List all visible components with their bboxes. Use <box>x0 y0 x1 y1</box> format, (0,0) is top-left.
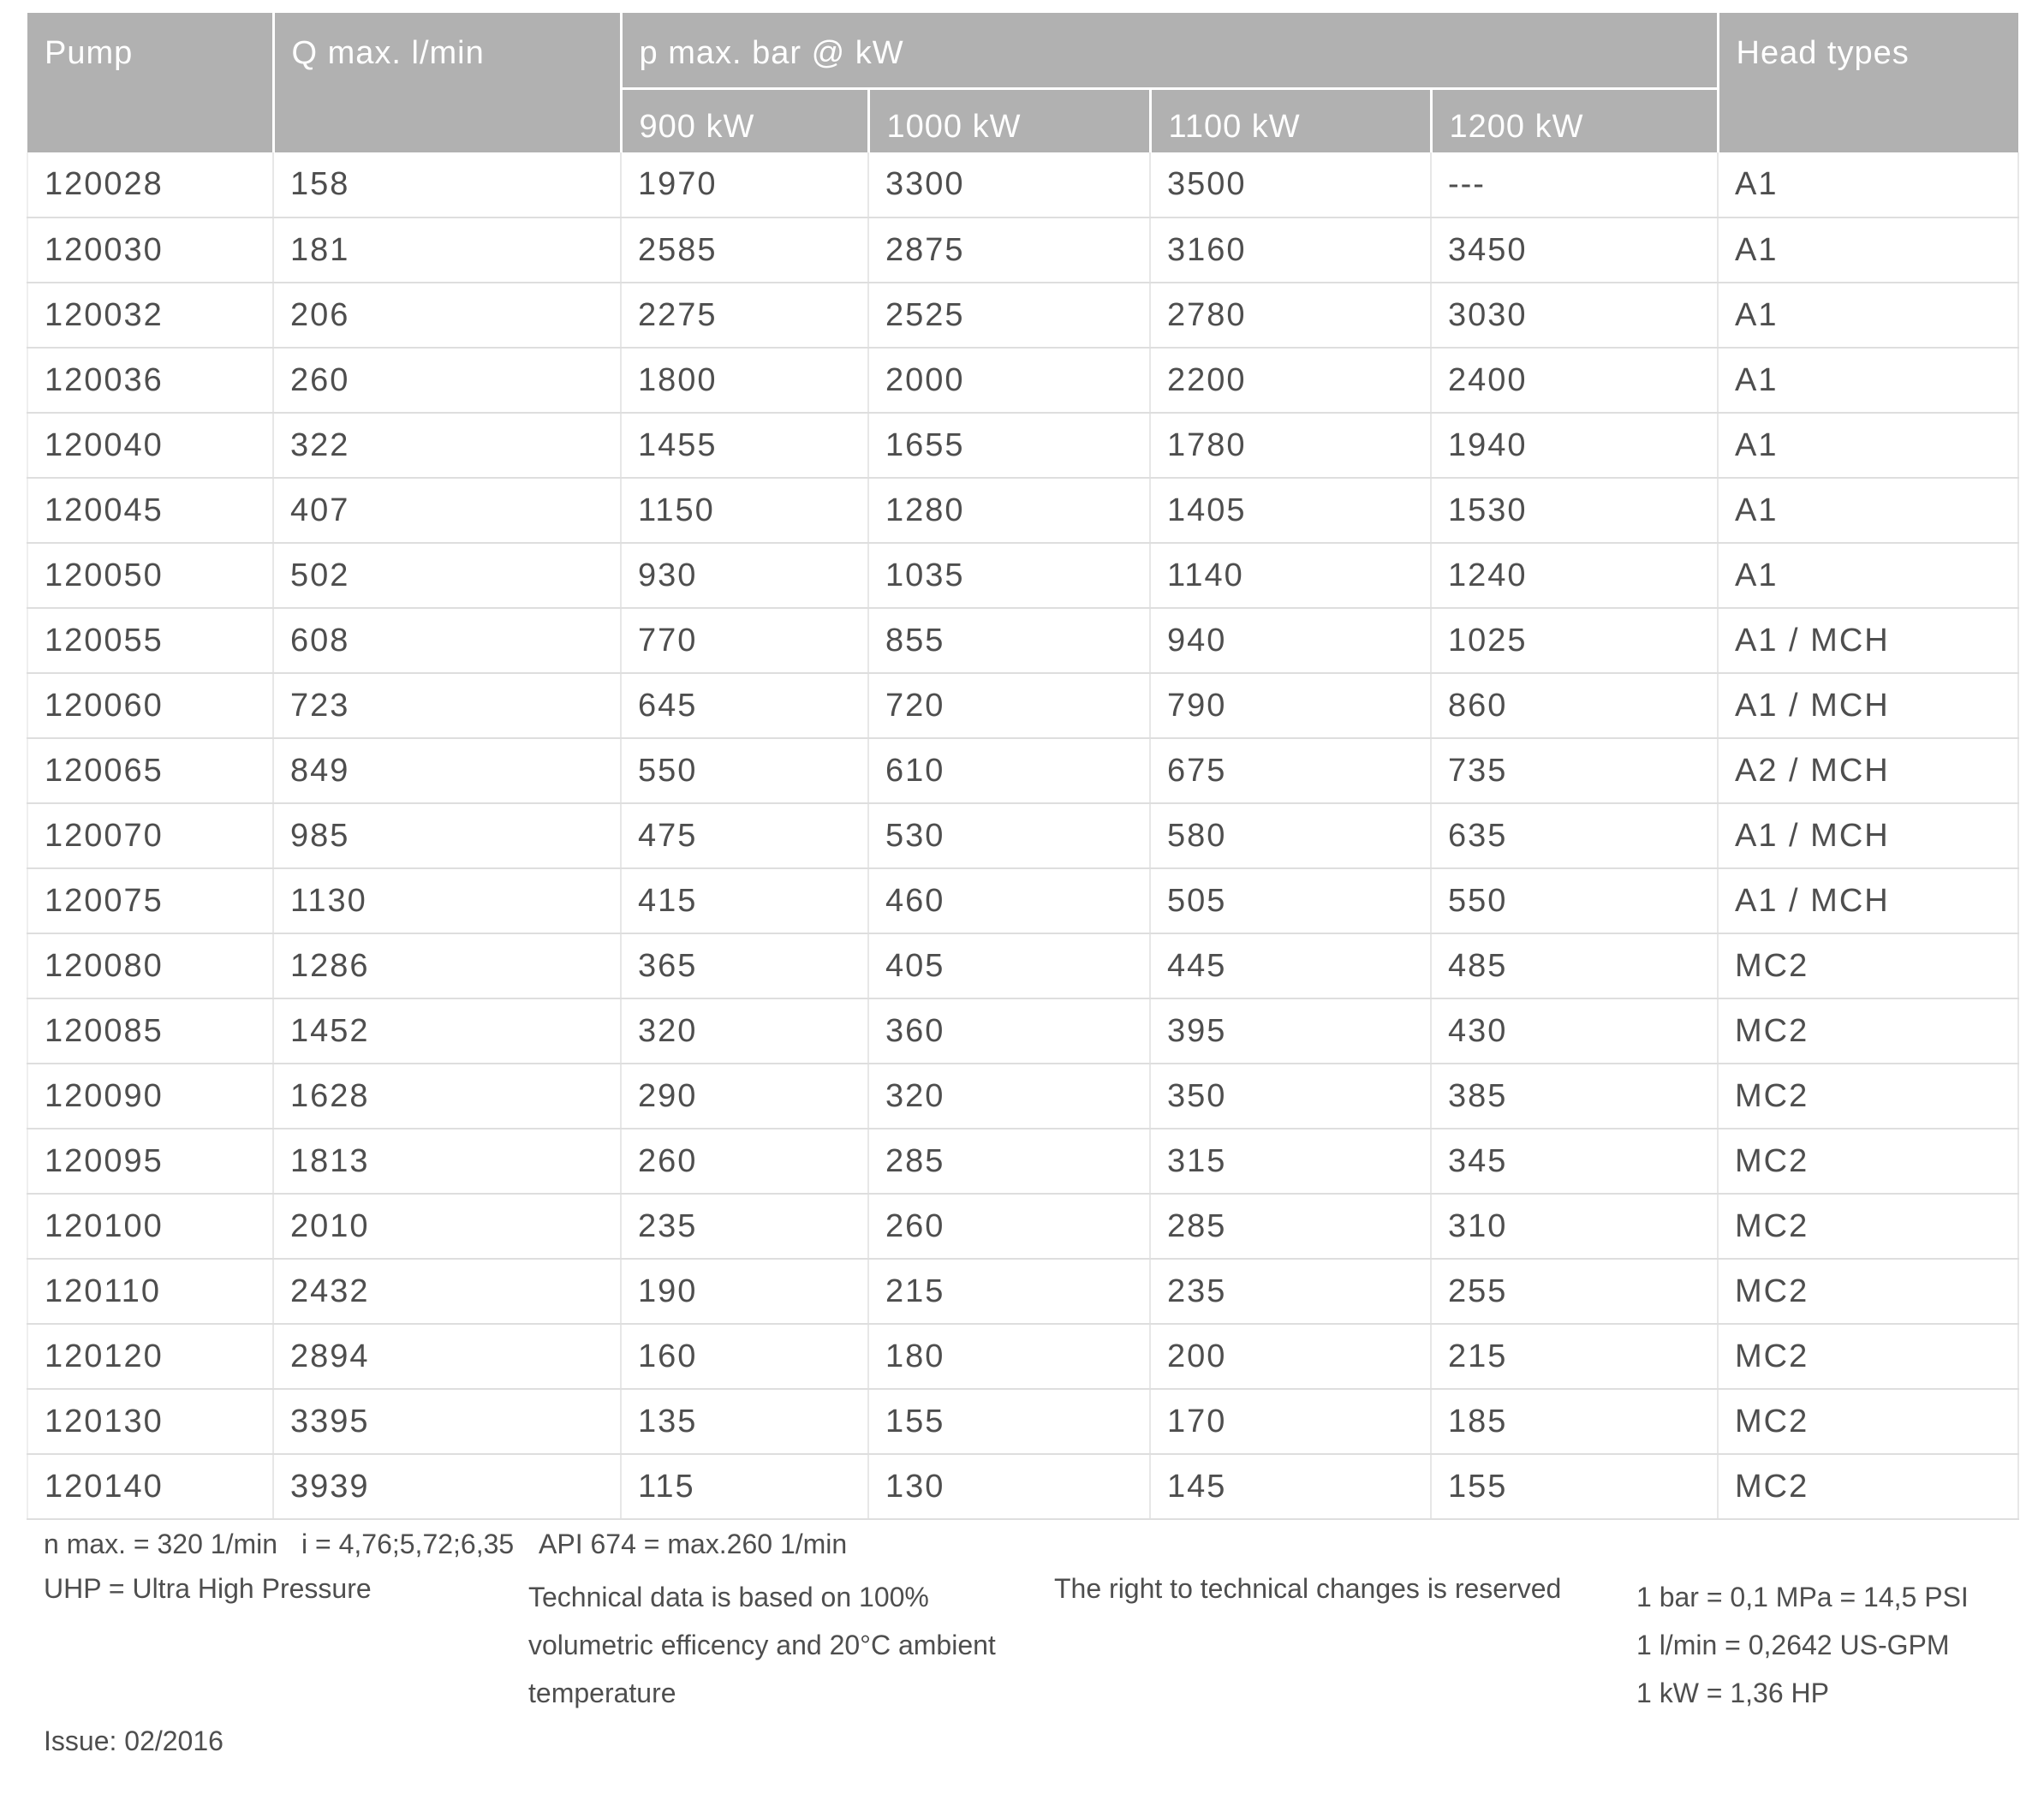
pump-id-cell: 120120 <box>27 1324 273 1389</box>
pmax-1200kw-cell: 550 <box>1431 868 1718 933</box>
pmax-900kw-cell: 415 <box>621 868 868 933</box>
col-header-1200kw: 1200 kW <box>1431 88 1718 152</box>
pmax-1000kw-cell: 215 <box>868 1259 1150 1324</box>
pmax-900kw-cell: 365 <box>621 933 868 998</box>
head-type-cell: MC2 <box>1718 1324 2018 1389</box>
pmax-900kw-cell: 290 <box>621 1064 868 1129</box>
pump-id-cell: 120028 <box>27 152 273 218</box>
pmax-1000kw-cell: 180 <box>868 1324 1150 1389</box>
col-header-pmax-group: p max. bar @ kW <box>621 13 1718 88</box>
table-row <box>27 1454 2018 1519</box>
head-type-cell: A1 / MCH <box>1718 673 2018 738</box>
footnote-technical-line: volumetric efficency and 20°C ambient <box>528 1630 996 1660</box>
qmax-cell: 723 <box>273 673 621 738</box>
table-row <box>27 608 2018 673</box>
head-type-cell: A1 <box>1718 413 2018 478</box>
pmax-1200kw-cell: 1025 <box>1431 608 1718 673</box>
head-type-cell: MC2 <box>1718 933 2018 998</box>
pmax-1100kw-cell: 200 <box>1150 1324 1431 1389</box>
pump-id-cell: 120040 <box>27 413 273 478</box>
pmax-1000kw-cell: 285 <box>868 1129 1150 1194</box>
pmax-1000kw-cell: 2875 <box>868 218 1150 283</box>
conversion-kw-hp: 1 kW = 1,36 HP <box>1636 1678 1829 1708</box>
table-row <box>27 348 2018 413</box>
footnote-api: API 674 = max.260 1/min <box>539 1529 848 1559</box>
pmax-1200kw-cell: 1240 <box>1431 543 1718 608</box>
qmax-cell: 502 <box>273 543 621 608</box>
qmax-cell: 407 <box>273 478 621 543</box>
head-type-cell: A1 <box>1718 152 2018 218</box>
head-type-cell: MC2 <box>1718 1389 2018 1454</box>
head-type-cell: A1 / MCH <box>1718 803 2018 868</box>
head-type-cell: A1 <box>1718 218 2018 283</box>
pmax-1100kw-cell: 445 <box>1150 933 1431 998</box>
table-row <box>27 1324 2018 1389</box>
pmax-900kw-cell: 1970 <box>621 152 868 218</box>
pmax-1100kw-cell: 3500 <box>1150 152 1431 218</box>
pump-id-cell: 120050 <box>27 543 273 608</box>
pump-id-cell: 120095 <box>27 1129 273 1194</box>
pump-id-cell: 120065 <box>27 738 273 803</box>
pmax-1000kw-cell: 2000 <box>868 348 1150 413</box>
pmax-1000kw-cell: 720 <box>868 673 1150 738</box>
pmax-1200kw-cell: 860 <box>1431 673 1718 738</box>
pmax-1200kw-cell: 385 <box>1431 1064 1718 1129</box>
col-header-1000kw: 1000 kW <box>868 88 1150 152</box>
pmax-1100kw-cell: 315 <box>1150 1129 1431 1194</box>
pmax-1200kw-cell: 485 <box>1431 933 1718 998</box>
table-row <box>27 1194 2018 1259</box>
pmax-900kw-cell: 2275 <box>621 283 868 348</box>
pmax-1200kw-cell: 635 <box>1431 803 1718 868</box>
pump-id-cell: 120036 <box>27 348 273 413</box>
table-row <box>27 933 2018 998</box>
table-row <box>27 152 2018 218</box>
head-type-cell: A1 / MCH <box>1718 868 2018 933</box>
qmax-cell: 985 <box>273 803 621 868</box>
col-header-pump: Pump <box>27 13 273 152</box>
pmax-1000kw-cell: 1035 <box>868 543 1150 608</box>
pmax-1100kw-cell: 170 <box>1150 1389 1431 1454</box>
pmax-1000kw-cell: 530 <box>868 803 1150 868</box>
conversion-bar-psi: 1 bar = 0,1 MPa = 14,5 PSI <box>1636 1582 1969 1612</box>
qmax-cell: 181 <box>273 218 621 283</box>
pmax-1100kw-cell: 235 <box>1150 1259 1431 1324</box>
table-body <box>27 152 2018 1519</box>
head-type-cell: MC2 <box>1718 1194 2018 1259</box>
table-row <box>27 803 2018 868</box>
pmax-1100kw-cell: 790 <box>1150 673 1431 738</box>
pmax-1000kw-cell: 1280 <box>868 478 1150 543</box>
qmax-cell: 2894 <box>273 1324 621 1389</box>
pmax-1100kw-cell: 1140 <box>1150 543 1431 608</box>
pmax-1000kw-cell: 260 <box>868 1194 1150 1259</box>
pmax-900kw-cell: 1455 <box>621 413 868 478</box>
pmax-1200kw-cell: 3450 <box>1431 218 1718 283</box>
pmax-900kw-cell: 190 <box>621 1259 868 1324</box>
head-type-cell: A1 <box>1718 283 2018 348</box>
pmax-1000kw-cell: 155 <box>868 1389 1150 1454</box>
qmax-cell: 608 <box>273 608 621 673</box>
pmax-1000kw-cell: 460 <box>868 868 1150 933</box>
pmax-900kw-cell: 320 <box>621 998 868 1064</box>
table-header <box>27 13 2018 152</box>
pmax-1100kw-cell: 580 <box>1150 803 1431 868</box>
table-row <box>27 283 2018 348</box>
head-type-cell: A1 / MCH <box>1718 608 2018 673</box>
pump-spec-table <box>27 13 2019 1520</box>
table-row <box>27 413 2018 478</box>
pmax-1200kw-cell: 255 <box>1431 1259 1718 1324</box>
pmax-1200kw-cell: --- <box>1431 152 1718 218</box>
pump-id-cell: 120130 <box>27 1389 273 1454</box>
pmax-1000kw-cell: 1655 <box>868 413 1150 478</box>
table-row <box>27 1389 2018 1454</box>
head-type-cell: MC2 <box>1718 1064 2018 1129</box>
pmax-1000kw-cell: 2525 <box>868 283 1150 348</box>
pmax-1100kw-cell: 1780 <box>1150 413 1431 478</box>
head-type-cell: A1 <box>1718 543 2018 608</box>
pmax-1100kw-cell: 675 <box>1150 738 1431 803</box>
col-header-qmax: Q max. l/min <box>273 13 621 152</box>
pmax-1100kw-cell: 2200 <box>1150 348 1431 413</box>
table-row <box>27 868 2018 933</box>
qmax-cell: 2432 <box>273 1259 621 1324</box>
pmax-900kw-cell: 475 <box>621 803 868 868</box>
pump-id-cell: 120055 <box>27 608 273 673</box>
table-row <box>27 543 2018 608</box>
pump-id-cell: 120080 <box>27 933 273 998</box>
head-type-cell: MC2 <box>1718 1454 2018 1519</box>
table-row <box>27 738 2018 803</box>
pump-id-cell: 120045 <box>27 478 273 543</box>
qmax-cell: 206 <box>273 283 621 348</box>
pmax-900kw-cell: 1150 <box>621 478 868 543</box>
head-type-cell: A1 <box>1718 478 2018 543</box>
pmax-1200kw-cell: 215 <box>1431 1324 1718 1389</box>
qmax-cell: 1130 <box>273 868 621 933</box>
qmax-cell: 1452 <box>273 998 621 1064</box>
pmax-1200kw-cell: 735 <box>1431 738 1718 803</box>
pmax-1200kw-cell: 345 <box>1431 1129 1718 1194</box>
pump-id-cell: 120100 <box>27 1194 273 1259</box>
footer <box>27 1520 2017 1792</box>
footnote-technical <box>528 1573 996 1717</box>
pump-id-cell: 120090 <box>27 1064 273 1129</box>
footnote-uhp: UHP = Ultra High Pressure <box>44 1573 372 1604</box>
pmax-900kw-cell: 930 <box>621 543 868 608</box>
pmax-1000kw-cell: 610 <box>868 738 1150 803</box>
pmax-1100kw-cell: 285 <box>1150 1194 1431 1259</box>
pump-id-cell: 120075 <box>27 868 273 933</box>
pump-id-cell: 120030 <box>27 218 273 283</box>
qmax-cell: 1286 <box>273 933 621 998</box>
table-row <box>27 1064 2018 1129</box>
pmax-1200kw-cell: 155 <box>1431 1454 1718 1519</box>
pmax-900kw-cell: 770 <box>621 608 868 673</box>
pmax-900kw-cell: 135 <box>621 1389 868 1454</box>
footnote-n-max: n max. = 320 1/min <box>44 1529 278 1559</box>
pmax-900kw-cell: 235 <box>621 1194 868 1259</box>
pump-id-cell: 120085 <box>27 998 273 1064</box>
pmax-900kw-cell: 1800 <box>621 348 868 413</box>
table-row <box>27 998 2018 1064</box>
pmax-1100kw-cell: 350 <box>1150 1064 1431 1129</box>
qmax-cell: 158 <box>273 152 621 218</box>
pmax-1200kw-cell: 185 <box>1431 1389 1718 1454</box>
col-header-900kw: 900 kW <box>621 88 868 152</box>
pmax-1100kw-cell: 505 <box>1150 868 1431 933</box>
pmax-1200kw-cell: 2400 <box>1431 348 1718 413</box>
pmax-1100kw-cell: 395 <box>1150 998 1431 1064</box>
pump-id-cell: 120140 <box>27 1454 273 1519</box>
pmax-1200kw-cell: 430 <box>1431 998 1718 1064</box>
qmax-cell: 849 <box>273 738 621 803</box>
pump-id-cell: 120032 <box>27 283 273 348</box>
table-row <box>27 218 2018 283</box>
pmax-1000kw-cell: 360 <box>868 998 1150 1064</box>
pump-id-cell: 120110 <box>27 1259 273 1324</box>
footnote-technical-line: temperature <box>528 1678 676 1708</box>
table-row <box>27 1259 2018 1324</box>
footnote-rights: The right to technical changes is reserved <box>1054 1573 1562 1604</box>
table-row <box>27 1129 2018 1194</box>
qmax-cell: 2010 <box>273 1194 621 1259</box>
pmax-1000kw-cell: 405 <box>868 933 1150 998</box>
head-type-cell: MC2 <box>1718 998 2018 1064</box>
pmax-900kw-cell: 260 <box>621 1129 868 1194</box>
qmax-cell: 260 <box>273 348 621 413</box>
pmax-900kw-cell: 550 <box>621 738 868 803</box>
head-type-cell: MC2 <box>1718 1129 2018 1194</box>
col-header-head-types: Head types <box>1718 13 2018 152</box>
pmax-900kw-cell: 2585 <box>621 218 868 283</box>
pmax-1000kw-cell: 855 <box>868 608 1150 673</box>
table-row <box>27 478 2018 543</box>
footnote-technical-line: Technical data is based on 100% <box>528 1582 929 1612</box>
footnote-conversions <box>1636 1573 1969 1717</box>
qmax-cell: 1628 <box>273 1064 621 1129</box>
pmax-1100kw-cell: 1405 <box>1150 478 1431 543</box>
qmax-cell: 3395 <box>273 1389 621 1454</box>
qmax-cell: 322 <box>273 413 621 478</box>
table-row <box>27 673 2018 738</box>
pmax-1000kw-cell: 3300 <box>868 152 1150 218</box>
qmax-cell: 1813 <box>273 1129 621 1194</box>
qmax-cell: 3939 <box>273 1454 621 1519</box>
pmax-1200kw-cell: 1530 <box>1431 478 1718 543</box>
footnote-i-ratios: i = 4,76;5,72;6,35 <box>301 1529 515 1559</box>
pmax-1100kw-cell: 145 <box>1150 1454 1431 1519</box>
pmax-900kw-cell: 160 <box>621 1324 868 1389</box>
pmax-1000kw-cell: 320 <box>868 1064 1150 1129</box>
pmax-1100kw-cell: 940 <box>1150 608 1431 673</box>
pmax-1200kw-cell: 1940 <box>1431 413 1718 478</box>
pmax-900kw-cell: 115 <box>621 1454 868 1519</box>
pmax-1100kw-cell: 3160 <box>1150 218 1431 283</box>
col-header-1100kw: 1100 kW <box>1150 88 1431 152</box>
pmax-900kw-cell: 645 <box>621 673 868 738</box>
pmax-1000kw-cell: 130 <box>868 1454 1150 1519</box>
issue-label: Issue: 02/2016 <box>44 1725 223 1756</box>
pump-id-cell: 120060 <box>27 673 273 738</box>
pmax-1100kw-cell: 2780 <box>1150 283 1431 348</box>
head-type-cell: A1 <box>1718 348 2018 413</box>
conversion-lmin-gpm: 1 l/min = 0,2642 US-GPM <box>1636 1630 1950 1660</box>
head-type-cell: MC2 <box>1718 1259 2018 1324</box>
head-type-cell: A2 / MCH <box>1718 738 2018 803</box>
pmax-1200kw-cell: 310 <box>1431 1194 1718 1259</box>
pmax-1200kw-cell: 3030 <box>1431 283 1718 348</box>
pump-id-cell: 120070 <box>27 803 273 868</box>
